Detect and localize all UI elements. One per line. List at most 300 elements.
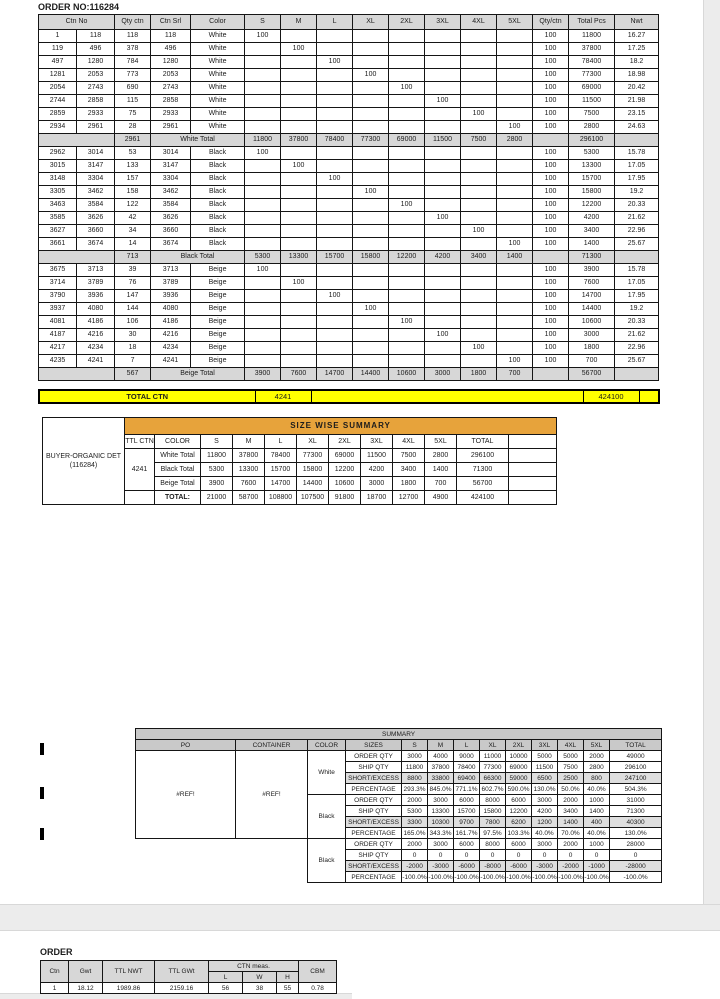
summary-title: SUMMARY <box>136 729 662 740</box>
row-value: -100.0% <box>610 872 662 883</box>
row-value: -6000 <box>506 861 532 872</box>
cell-qty-ctn: 76 <box>115 277 151 290</box>
cell-ctn-srl: 4234 <box>151 342 191 355</box>
cell-size-qty <box>353 160 389 173</box>
cell-size-qty <box>317 199 353 212</box>
cell-ctn-to: 1280 <box>77 56 115 69</box>
row-label: SHORT/EXCESS <box>346 817 402 828</box>
total-size-qty: 7600 <box>281 368 317 381</box>
cell-size-qty <box>317 69 353 82</box>
cell-size-qty <box>281 95 317 108</box>
cell-size-qty <box>425 316 461 329</box>
carton-row <box>39 147 659 160</box>
cell-nwt: 22.96 <box>615 342 659 355</box>
header-col: 5XL <box>584 740 610 751</box>
cell-ctn-to: 4080 <box>77 303 115 316</box>
cell-total-pcs: 10600 <box>569 316 615 329</box>
row-value: 69000 <box>506 762 532 773</box>
header-height: H <box>277 972 299 983</box>
cell-size-qty <box>317 238 353 251</box>
row-value: 3400 <box>393 463 425 477</box>
cell-size-qty <box>461 277 497 290</box>
row-value: 2000 <box>402 795 428 806</box>
row-value: 0 <box>506 850 532 861</box>
cell-size-qty <box>425 82 461 95</box>
row-value: 845.0% <box>429 785 452 793</box>
cell-total-pcs: 14400 <box>569 303 615 316</box>
cell-size-qty <box>245 303 281 316</box>
row-value: 69400 <box>454 773 480 784</box>
cell-size-qty <box>245 277 281 290</box>
cell-qty-ctn: 106 <box>115 316 151 329</box>
total-qty-ctn: 713 <box>115 251 151 264</box>
header-col: TOTAL <box>457 435 509 449</box>
cell-size-qty <box>245 329 281 342</box>
cell-size-qty <box>353 290 389 303</box>
cell-size-qty <box>281 264 317 277</box>
row-value: 6000 <box>454 795 480 806</box>
cell-size-qty <box>497 186 533 199</box>
row-value: 4000 <box>428 751 454 762</box>
order-section-title: ORDER <box>40 947 73 957</box>
cell-size-qty <box>389 95 425 108</box>
total-size-qty: 4200 <box>425 251 461 264</box>
cell-size-qty <box>281 82 317 95</box>
total-ctn-pcs: 424100 <box>583 390 639 403</box>
cell-total-pcs: 7600 <box>569 277 615 290</box>
summary-row <box>136 751 662 762</box>
header-col: COLOR <box>155 435 201 449</box>
total-nwt <box>615 251 659 264</box>
cell-qty-per-ctn: 100 <box>533 303 569 316</box>
row-value: 6500 <box>532 773 558 784</box>
total-pcs: 56700 <box>569 368 615 381</box>
cell-size-qty: 100 <box>245 30 281 43</box>
row-value: 50.0% <box>558 784 584 795</box>
cell-nwt: 17.05 <box>615 277 659 290</box>
cell-ctn: 1 <box>41 983 69 994</box>
order-no-title: ORDER NO:116284 <box>38 2 120 12</box>
row-label: Black Total <box>155 463 201 477</box>
row-value: -100.0% <box>532 873 557 881</box>
cell-size-qty <box>425 264 461 277</box>
cell-nwt: 15.78 <box>615 147 659 160</box>
carton-row <box>39 69 659 82</box>
cell-ctn-srl: 3304 <box>151 173 191 186</box>
cell-size-qty: 100 <box>245 264 281 277</box>
cell-qty-per-ctn: 100 <box>533 186 569 199</box>
row-label: SHIP QTY <box>346 806 402 817</box>
cell-qty-ctn: 39 <box>115 264 151 277</box>
row-value: -100.0% <box>558 873 583 881</box>
cell-qty-ctn: 690 <box>115 82 151 95</box>
row-value: 15700 <box>454 806 480 817</box>
cell-ctn-to: 3936 <box>77 290 115 303</box>
cell-size-qty <box>353 342 389 355</box>
cell-total-pcs: 1400 <box>569 238 615 251</box>
cell-size-qty <box>497 43 533 56</box>
cell-color: Black <box>191 147 245 160</box>
cell-nwt: 18.98 <box>615 69 659 82</box>
row-value: 161.7% <box>455 829 478 837</box>
carton-row <box>39 95 659 108</box>
row-value: 1400 <box>558 817 584 828</box>
row-value: 6000 <box>506 839 532 850</box>
cell-ctn-from: 3790 <box>39 290 77 303</box>
row-value: 3000 <box>428 795 454 806</box>
cell-size-qty <box>497 277 533 290</box>
cell-ctn-srl: 3936 <box>151 290 191 303</box>
cell-size-qty <box>425 303 461 316</box>
cell-size-qty <box>281 30 317 43</box>
row-value: 103.3% <box>507 829 530 837</box>
cell-qty-per-ctn: 100 <box>533 238 569 251</box>
carton-row <box>39 43 659 56</box>
cell-size-qty <box>353 355 389 368</box>
row-value: -100.0% <box>584 873 609 881</box>
cell-qty-ctn: 18 <box>115 342 151 355</box>
total-size-qty: 37800 <box>281 134 317 147</box>
row-value: 66300 <box>480 773 506 784</box>
cell-qty-per-ctn: 100 <box>533 108 569 121</box>
header-col: SIZES <box>346 740 402 751</box>
cell-ctn-to: 3674 <box>77 238 115 251</box>
row-value: 49000 <box>610 751 662 762</box>
row-value: 31000 <box>610 795 662 806</box>
cell-size-qty <box>281 56 317 69</box>
cell-height: 55 <box>277 983 299 994</box>
cell-ctn-to: 4186 <box>77 316 115 329</box>
cell-ctn-srl: 4241 <box>151 355 191 368</box>
size-summary-title-row <box>43 418 557 435</box>
cell-ctn-to: 3304 <box>77 173 115 186</box>
total-spacer <box>39 134 115 147</box>
cell-ctn-to: 2053 <box>77 69 115 82</box>
main-order-table <box>38 14 659 381</box>
row-value: 78400 <box>265 449 297 463</box>
po-cell: #REF! <box>136 751 236 839</box>
total-spacer <box>39 368 115 381</box>
cell-ctn-to: 3626 <box>77 212 115 225</box>
total-size-qty: 3400 <box>461 251 497 264</box>
row-value: 3400 <box>558 806 584 817</box>
cell-size-qty <box>281 329 317 342</box>
header-col: 2XL <box>329 435 361 449</box>
cell-size-qty <box>317 225 353 238</box>
total-size-qty: 5300 <box>245 251 281 264</box>
cell-size-qty <box>425 355 461 368</box>
cell-size-qty <box>425 56 461 69</box>
total-label: Black Total <box>151 251 245 264</box>
cell-size-qty <box>317 108 353 121</box>
cell-size-qty <box>245 56 281 69</box>
total-qty-per <box>533 134 569 147</box>
cell-size-qty <box>497 329 533 342</box>
row-value: -3000 <box>428 861 454 872</box>
cell-total-pcs: 15800 <box>569 186 615 199</box>
cell-size-qty <box>461 82 497 95</box>
header-gwt: Gwt <box>69 961 103 983</box>
cell-size-qty: 100 <box>281 277 317 290</box>
row-value: 40300 <box>610 817 662 828</box>
cell-ctn-from: 1 <box>39 30 77 43</box>
cell-size-qty <box>353 238 389 251</box>
cell-total-pcs: 15700 <box>569 173 615 186</box>
cell-size-qty <box>497 160 533 173</box>
row-value: 1800 <box>393 477 425 491</box>
carton-row <box>39 108 659 121</box>
row-value: 165.0% <box>403 829 426 837</box>
cell-total-pcs: 3400 <box>569 225 615 238</box>
cell-size-qty <box>317 30 353 43</box>
row-value: 0 <box>428 850 454 861</box>
row-value: 7500 <box>558 762 584 773</box>
order-meas-data-row <box>41 983 337 994</box>
summary-row <box>136 839 662 850</box>
total-ctn-row <box>39 390 659 403</box>
cell-ctn-srl: 496 <box>151 43 191 56</box>
row-value: 0 <box>558 850 584 861</box>
color-total-row <box>39 368 659 381</box>
cell-size-qty: 100 <box>389 199 425 212</box>
row-empty <box>509 477 557 491</box>
header-col: XL <box>297 435 329 449</box>
row-label: Beige Total <box>155 477 201 491</box>
cell-size-qty <box>389 186 425 199</box>
cell-size-qty <box>425 225 461 238</box>
row-label: ORDER QTY <box>346 795 402 806</box>
header-ttl-nwt: TTL NWT <box>103 961 155 983</box>
header-col: M <box>281 15 317 30</box>
cell-ctn-from: 2934 <box>39 121 77 134</box>
carton-row <box>39 30 659 43</box>
cell-size-qty <box>353 316 389 329</box>
cell-total-pcs: 14700 <box>569 290 615 303</box>
cell-size-qty <box>353 329 389 342</box>
header-ctn-meas: CTN meas. <box>209 961 299 972</box>
cell-size-qty <box>461 264 497 277</box>
cell-size-qty <box>353 108 389 121</box>
header-col: L <box>454 740 480 751</box>
cell-color: Black <box>191 199 245 212</box>
cell-size-qty <box>281 108 317 121</box>
cell-size-qty <box>353 277 389 290</box>
cell-size-qty <box>281 303 317 316</box>
cell-size-qty <box>317 95 353 108</box>
cell-size-qty <box>389 342 425 355</box>
cell-ctn-to: 4234 <box>77 342 115 355</box>
cell-size-qty <box>245 69 281 82</box>
cell-size-qty <box>317 147 353 160</box>
cell-total-pcs: 78400 <box>569 56 615 69</box>
cell-size-qty <box>245 160 281 173</box>
row-value: 1400 <box>425 463 457 477</box>
cell-total-pcs: 3900 <box>569 264 615 277</box>
cell-size-qty <box>461 43 497 56</box>
total-value: 108800 <box>265 491 297 505</box>
cell-size-qty <box>353 30 389 43</box>
cell-size-qty <box>497 82 533 95</box>
cell-size-qty <box>497 303 533 316</box>
cell-ctn-srl: 3626 <box>151 212 191 225</box>
cell-nwt: 22.96 <box>615 225 659 238</box>
cell-ctn-to: 2933 <box>77 108 115 121</box>
total-size-qty: 1400 <box>497 251 533 264</box>
row-value: 700 <box>425 477 457 491</box>
cell-size-qty <box>461 173 497 186</box>
header-col: 3XL <box>361 435 393 449</box>
cell-size-qty <box>497 290 533 303</box>
header-col: CONTAINER <box>236 740 308 751</box>
cell-color: White <box>191 108 245 121</box>
cell-size-qty <box>389 43 425 56</box>
cell-size-qty <box>389 108 425 121</box>
cell-size-qty <box>245 43 281 56</box>
cell-color: Black <box>191 173 245 186</box>
cell-size-qty: 100 <box>353 69 389 82</box>
cell-size-qty <box>461 121 497 134</box>
row-value: 69000 <box>329 449 361 463</box>
row-value: 0 <box>454 850 480 861</box>
cell-size-qty <box>497 30 533 43</box>
cell-size-qty <box>497 95 533 108</box>
cell-ctn-srl: 2961 <box>151 121 191 134</box>
cell-color: White <box>191 95 245 108</box>
cell-total-pcs: 69000 <box>569 82 615 95</box>
main-header-row <box>39 15 659 30</box>
total-size-qty: 12200 <box>389 251 425 264</box>
cell-qty-per-ctn: 100 <box>533 95 569 108</box>
row-value: 1000 <box>584 795 610 806</box>
row-value: 11800 <box>402 762 428 773</box>
cell-qty-ctn: 378 <box>115 43 151 56</box>
header-col: TOTAL <box>610 740 662 751</box>
row-value: -28000 <box>610 861 662 872</box>
header-col: Qty/ctn <box>533 15 569 30</box>
cell-size-qty <box>281 147 317 160</box>
row-value: 8000 <box>480 795 506 806</box>
summary-title-row <box>136 729 662 740</box>
cell-size-qty <box>461 316 497 329</box>
header-col: 3XL <box>532 740 558 751</box>
cell-size-qty <box>461 56 497 69</box>
cell-size-qty <box>497 56 533 69</box>
cell-size-qty <box>389 212 425 225</box>
cell-qty-ctn: 122 <box>115 199 151 212</box>
cell-qty-ctn: 784 <box>115 56 151 69</box>
cell-size-qty: 100 <box>317 173 353 186</box>
row-value: 7800 <box>480 817 506 828</box>
header-length: L <box>209 972 243 983</box>
cell-ctn-from: 4081 <box>39 316 77 329</box>
total-size-qty: 14700 <box>317 368 353 381</box>
cell-color: White <box>191 43 245 56</box>
cell-size-qty: 100 <box>353 303 389 316</box>
carton-row <box>39 238 659 251</box>
row-value: 14400 <box>297 477 329 491</box>
cell-size-qty <box>461 69 497 82</box>
cell-total-pcs: 13300 <box>569 160 615 173</box>
row-value: 2000 <box>558 839 584 850</box>
cell-ctn-srl: 2858 <box>151 95 191 108</box>
header-col: S <box>402 740 428 751</box>
cell-size-qty <box>281 199 317 212</box>
cell-ctn-srl: 2053 <box>151 69 191 82</box>
cell-ctn-srl: 118 <box>151 30 191 43</box>
cell-total-pcs: 77300 <box>569 69 615 82</box>
margin-mark <box>40 787 44 799</box>
cell-width: 38 <box>243 983 277 994</box>
total-ctn-bar <box>38 389 660 404</box>
total-ttl-empty <box>125 491 155 505</box>
cell-size-qty: 100 <box>389 82 425 95</box>
left-blank <box>136 839 308 883</box>
cell-nwt: 17.95 <box>615 290 659 303</box>
cell-size-qty <box>389 69 425 82</box>
margin-mark <box>40 743 44 755</box>
cell-color: Black <box>191 186 245 199</box>
total-size-qty: 700 <box>497 368 533 381</box>
carton-row <box>39 160 659 173</box>
order-meas-header-row <box>41 961 337 972</box>
row-value: 771.1% <box>455 785 478 793</box>
header-col: 2XL <box>389 15 425 30</box>
cell-size-qty <box>245 82 281 95</box>
cell-ctn-to: 3713 <box>77 264 115 277</box>
cell-size-qty <box>461 147 497 160</box>
header-cbm: CBM <box>299 961 337 983</box>
row-value: 2000 <box>584 751 610 762</box>
total-nwt <box>615 134 659 147</box>
cell-size-qty <box>389 121 425 134</box>
row-value: 77300 <box>297 449 329 463</box>
cell-total-pcs: 11800 <box>569 30 615 43</box>
row-value: 130.0% <box>533 785 556 793</box>
cell-size-qty <box>317 160 353 173</box>
cell-size-qty <box>353 95 389 108</box>
cell-ctn-srl: 4080 <box>151 303 191 316</box>
cell-size-qty <box>461 199 497 212</box>
row-value: 2500 <box>558 773 584 784</box>
cell-size-qty <box>497 199 533 212</box>
cell-size-qty <box>245 186 281 199</box>
cell-size-qty <box>389 277 425 290</box>
row-value: 10300 <box>428 817 454 828</box>
header-col: XL <box>480 740 506 751</box>
cell-size-qty <box>317 121 353 134</box>
cell-size-qty <box>389 238 425 251</box>
cell-size-qty <box>461 329 497 342</box>
cell-size-qty <box>461 95 497 108</box>
cell-ctn-from: 2054 <box>39 82 77 95</box>
carton-row <box>39 329 659 342</box>
row-value: 13300 <box>428 806 454 817</box>
cell-size-qty <box>425 342 461 355</box>
cell-size-qty <box>245 108 281 121</box>
cell-qty-per-ctn: 100 <box>533 355 569 368</box>
cell-color: White <box>191 121 245 134</box>
cell-size-qty: 100 <box>389 316 425 329</box>
cell-size-qty <box>281 69 317 82</box>
cell-ctn-srl: 4186 <box>151 316 191 329</box>
page-right-margin <box>703 0 720 904</box>
carton-row <box>39 277 659 290</box>
cell-size-qty <box>281 290 317 303</box>
cell-size-qty: 100 <box>281 43 317 56</box>
cell-size-qty: 100 <box>461 342 497 355</box>
row-value: 3900 <box>201 477 233 491</box>
cell-qty-per-ctn: 100 <box>533 277 569 290</box>
